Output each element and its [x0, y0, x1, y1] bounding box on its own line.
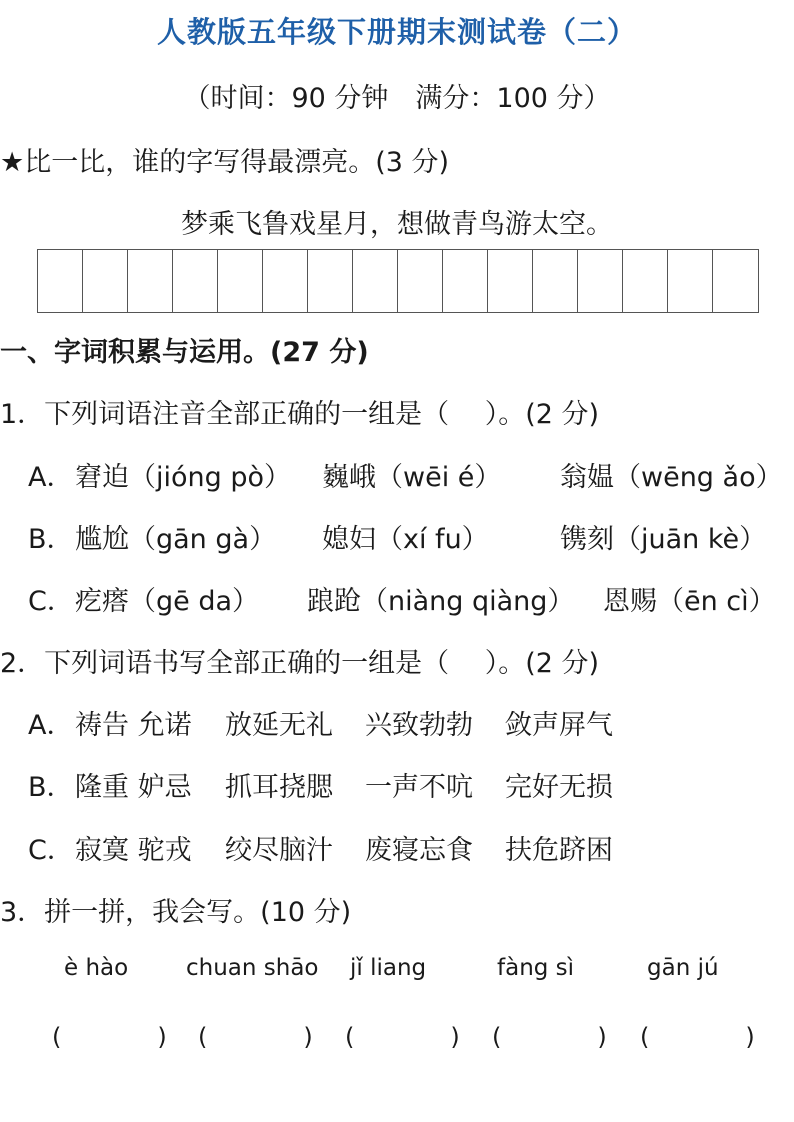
writing-cell[interactable] [578, 250, 623, 312]
q1-option-c-item: 疙瘩（gē da） [75, 586, 260, 617]
q1-option-a-label[interactable]: A． [28, 462, 74, 493]
writing-cell[interactable] [713, 250, 758, 312]
exam-title: 人教版五年级下册期末测试卷（二） [156, 15, 637, 49]
q2-option-c-item: 绞尽脑汁 [225, 835, 333, 866]
q1-option-c-item: 恩赐（ēn cì） [603, 586, 776, 617]
writing-grid[interactable] [37, 249, 759, 313]
q1-option-b-label[interactable]: B． [28, 524, 74, 555]
q2-option-b-item: 一声不吭 [365, 772, 473, 803]
q1-option-b-item: 媳妇（xí fu） [322, 524, 489, 555]
q3-pinyin: fàng sì [497, 955, 575, 981]
q2-option-c-label[interactable]: C． [28, 835, 74, 866]
writing-cell[interactable] [83, 250, 128, 312]
q3-pinyin: è hào [64, 955, 129, 981]
exam-subtitle: （时间：90 分钟 满分：100 分） [183, 83, 611, 114]
q3-stem: 3．拼一拼，我会写。(10 分) [0, 897, 352, 928]
q3-pinyin: chuan shāo [186, 955, 319, 981]
q3-answer-bracket[interactable]: ( ) [640, 1023, 755, 1051]
q3-pinyin: jǐ liang [350, 955, 427, 981]
q2-stem: 2．下列词语书写全部正确的一组是（ ）。(2 分) [0, 648, 600, 679]
q2-option-b-item: 完好无损 [505, 772, 613, 803]
q1-option-a-item: 巍峨（wēi é） [322, 462, 502, 493]
section1-heading: 一、字词积累与运用。(27 分) [0, 337, 369, 368]
q2-option-a-item: 祷告 允诺 [75, 710, 192, 741]
q2-option-c-item: 扶危跻困 [505, 835, 613, 866]
writing-cell[interactable] [398, 250, 443, 312]
q1-option-c-item: 踉跄（niàng qiàng） [307, 586, 575, 617]
writing-cell[interactable] [623, 250, 668, 312]
writing-cell[interactable] [353, 250, 398, 312]
q2-option-c-item: 寂寞 驼戎 [75, 835, 192, 866]
q2-option-a-label[interactable]: A． [28, 710, 74, 741]
q3-answer-bracket[interactable]: ( ) [492, 1023, 607, 1051]
writing-cell[interactable] [533, 250, 578, 312]
q3-answer-bracket[interactable]: ( ) [345, 1023, 460, 1051]
writing-cell[interactable] [443, 250, 488, 312]
q3-pinyin: gān jú [647, 955, 719, 981]
q2-option-c-item: 废寝忘食 [365, 835, 473, 866]
q1-option-a-item: 窘迫（jióng pò） [75, 462, 292, 493]
writing-cell[interactable] [668, 250, 713, 312]
q1-option-c-label[interactable]: C． [28, 586, 74, 617]
q1-option-b-item: 镌刻（juān kè） [560, 524, 767, 555]
q2-option-a-item: 兴致勃勃 [365, 710, 473, 741]
writing-cell[interactable] [218, 250, 263, 312]
q2-option-a-item: 敛声屏气 [505, 710, 613, 741]
q2-option-b-label[interactable]: B． [28, 772, 74, 803]
q2-option-b-item: 隆重 妒忌 [75, 772, 192, 803]
writing-cell[interactable] [308, 250, 353, 312]
writing-cell[interactable] [128, 250, 173, 312]
writing-cell[interactable] [173, 250, 218, 312]
q1-option-a-item: 翁媪（wēng ǎo） [560, 462, 783, 493]
q2-option-a-item: 放延无礼 [225, 710, 333, 741]
q2-option-b-item: 抓耳挠腮 [225, 772, 333, 803]
writing-cell[interactable] [488, 250, 533, 312]
handwriting-sentence: 梦乘飞鲁戏星月，想做青鸟游太空。 [181, 209, 613, 240]
q3-answer-bracket[interactable]: ( ) [198, 1023, 313, 1051]
writing-cell[interactable] [38, 250, 83, 312]
q3-answer-bracket[interactable]: ( ) [52, 1023, 167, 1051]
q1-option-b-item: 尴尬（gān gà） [75, 524, 277, 555]
q1-stem: 1．下列词语注音全部正确的一组是（ ）。(2 分) [0, 399, 600, 430]
handwriting-heading: ★比一比，谁的字写得最漂亮。(3 分) [0, 147, 450, 178]
writing-cell[interactable] [263, 250, 308, 312]
